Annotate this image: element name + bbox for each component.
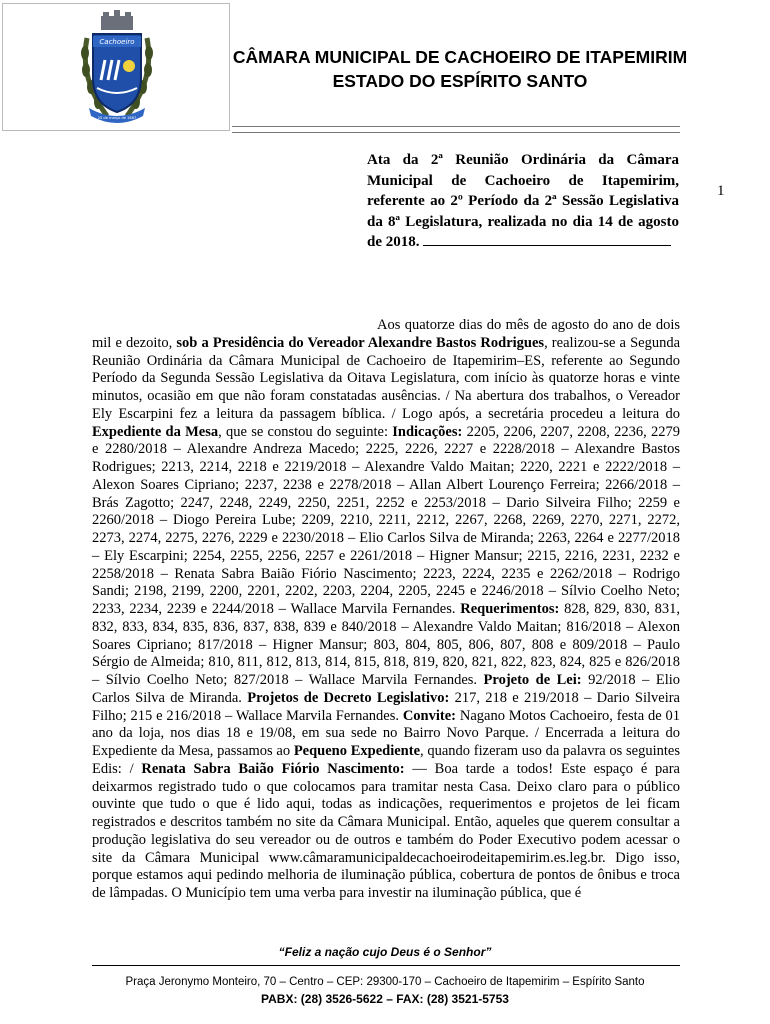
body-text-run: 2205, 2206, 2207, 2208, 2236, 2279 e 2280/2018 – Alexandre Andreza Macedo; 2225, 2226, 2227 e 2228/2018 – Alexandre Bastos Rodrigues; 2213, 2214, 2218 e 2219/2018 – Alexandre Valdo Maitan; 2220, 2221 e 2222/2018 – Alexon Soares Cipriano; 2237, 2238 e 2278/2018 – Allan Albert Lourenço Ferreira; 2266/2018 – Brás Zagotto; 2247, 2248, 2249, 2250, 2251, 2252 e 2253/2018 – Dario Silveira Filho; 2259 e 2260/2018 – Diogo Pereira Lube; 2209, 2210, 2211, 2212, 2267, 2268, 2269, 2270, 2271, 2272, 2273, 2274, 2275, 2276, 2229 e 2230/2018 – Elio Carlos Silva de Miranda; 2263, 2264 e 2277/2018 – Ely Escarpini; 2254, 2255, 2256, 2257 e 2261/2018 – Higner Mansur; 2215, 2216, 2231, 2232 e 2258/2018 – Renata Sabra Baião Fiório Nascimento; 2223, 2224, 2235 e 2262/2018 – Rodrigo Sandi; 2198, 2199, 2200, 2201, 2202, 2203, 2204, 2205, 2245 e 2246/2018 – Sílvio Coelho Neto; 2233, 2234, 2239 e 2244/2018 – Wallace Marvila Fernandes. (92, 423, 680, 617)
title-line-2: ESTADO DO ESPÍRITO SANTO (332, 71, 588, 91)
body-text-run: Nagano Motos Cachoeiro, festa de 01 ano da loja, nos dias 18 e 19/08, em sua sede no Bairro Novo Parque. / Encerrada a leitura do Expediente da Mesa, passamos ao (92, 707, 681, 759)
body-bold-run: Convite: (402, 707, 456, 724)
coat-of-arms-icon (81, 8, 153, 126)
body-bold-run: Indicações: (392, 423, 463, 440)
body-text-run: , realizou-se a Segunda Reunião Ordinária da Câmara Municipal de Cachoeiro de Itapemirim–ES, referente ao Segundo Período da Segunda Sessão Legislativa da Oitava Legislatura, com início às quatorze horas e vinte minutos, ocasião em que não foram constatadas ausências. / Na abertura dos trabalhos, o Vereador Ely Escarpini fez a leitura da passagem bíblica. / Logo após, a secretária procedeu a leitura do (92, 334, 680, 422)
body-text-run: 217, 218 e 219/2018 – Dario Silveira Filho; 215 e 216/2018 – Wallace Marvila Fernandes. (92, 689, 680, 724)
body-text-run: , quando fizeram uso da palavra os seguintes Edis: / (92, 743, 681, 777)
body-text-run: Aos quatorze dias do mês de agosto do ano de dois mil e dezoito, (92, 317, 680, 351)
body-bold-run: Requerimentos: (460, 601, 560, 617)
body-text-run: 92/2018 – Elio Carlos Silva de Miranda. (92, 672, 680, 706)
footer-motto: “Feliz a nação cujo Deus é o Senhor” (278, 945, 492, 959)
minutes-body (92, 317, 680, 903)
body-bold-run: Pequeno Expediente (293, 743, 421, 759)
header-divider-2 (232, 132, 680, 133)
body-text-run: 828, 829, 830, 831, 832, 833, 834, 835, 836, 837, 838, 839 e 840/2018 – Alexandre Valdo Maitan; 816/2018 – Alexon Soares Cipriano; 817/2018 – Higner Mansur; 803, 804, 805, 806, 807, 808 e 809/2018 – Paulo Sérgio de Almeida; 810, 811, 812, 813, 814, 815, 818, 819, 820, 821, 822, 823, 824, 825 e 826/2018 – Sílvio Coelho Neto; 827/2018 – Wallace Marvila Fernandes. (92, 601, 681, 688)
coat-of-arms-box (2, 3, 230, 131)
page-title (230, 45, 690, 93)
body-bold-run: Projetos de Decreto Legislativo: (247, 689, 450, 706)
header-divider (232, 126, 680, 127)
body-bold-run: sob a Presidência do Vereador Alexandre Bastos Rodrigues (176, 334, 545, 351)
footer-phone: PABX: (28) 3526-5622 – FAX: (28) 3521-5753 (261, 992, 509, 1006)
logo-date: 25 de março de 1867 (97, 116, 137, 120)
body-text-run: — Boa tarde a todos! Este espaço é para deixarmos registrado tudo o que colocamos para tramitar nesta Casa. Deixo claro para o público ouvinte que tudo o que é lido aqui, todas as indicações, requerimentos e projetos de lei ficam registrados e descritos também no site da Câmara Municipal. Então, aqueles que querem consultar a produção legislativa do seu vereador ou de outros e também do Poder Executivo podem acessar o site da Câmara Municipal www.câmaramunicipaldecachoeirodeitapemirim.es.leg.br. Digo isso, porque estamos aqui pedindo melhoria de iluminação pública, cobertura de pontos de ônibus e troca de lâmpadas. O Município tem uma verba para investir na iluminação pública, que é (92, 760, 680, 901)
body-bold-run: Projeto de Lei: (483, 672, 582, 688)
minutes-summary (367, 150, 679, 253)
page-number: 1 (717, 183, 725, 199)
summary-text: Ata da 2ª Reunião Ordinária da Câmara Municipal de Cachoeiro de Itapemirim, referente ao 2º Período da 2ª Sessão Legislativa da 8ª Legislatura, realizada no dia 14 de agosto de 2018. (367, 152, 679, 251)
logo-text: Cachoeiro (99, 38, 135, 46)
summary-underline (423, 233, 671, 246)
footer-address: Praça Jeronymo Monteiro, 70 – Centro – CEP: 29300-170 – Cachoeiro de Itapemirim – Espírito Santo (125, 976, 645, 988)
title-line-1: CÂMARA MUNICIPAL DE CACHOEIRO DE ITAPEMIRIM (232, 47, 688, 67)
footer-divider (92, 965, 680, 966)
body-paragraph (92, 317, 680, 903)
body-text-run: , que se constou do seguinte: (218, 423, 393, 440)
body-bold-run: Expediente da Mesa (92, 423, 219, 440)
body-bold-run: Renata Sabra Baião Fiório Nascimento: (141, 760, 405, 777)
